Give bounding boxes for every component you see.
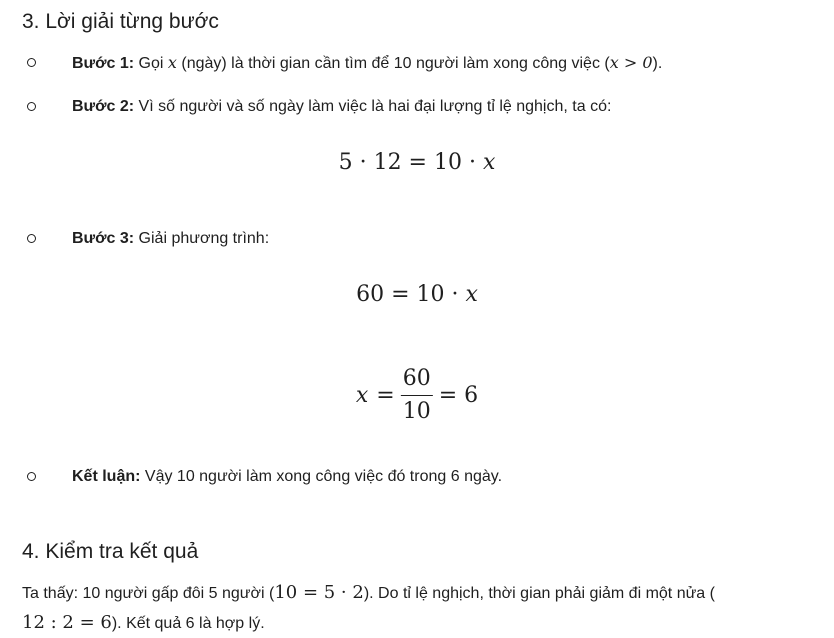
fraction-numerator: 60	[402, 365, 431, 391]
step-2-text: Bước 2: Vì số người và số ngày làm việc là hai đại lượng tỉ lệ nghịch, ta có:	[72, 98, 612, 115]
section-4-heading: 4. Kiểm tra kết quả	[22, 540, 199, 563]
step-3-text: Bước 3: Giải phương trình:	[72, 230, 270, 247]
bullet-icon	[27, 234, 36, 243]
inline-math-2: 12 : 2 = 6	[22, 612, 112, 633]
bullet-icon	[27, 58, 36, 67]
equation-3: x = $\frac{60}{10}$ = 6	[355, 365, 479, 424]
fraction-denominator: 10	[402, 398, 431, 424]
step-1-text: Bước 1: Gọi x (ngày) là thời gian cần tìm để 10 người làm xong công việc (x > 0).	[72, 53, 663, 72]
step-3-label: Bước 3:	[72, 230, 135, 247]
equation-2: 60 = 10 · x	[356, 282, 478, 307]
conclusion-text: Kết luận: Vậy 10 người làm xong công việc đó trong 6 ngày.	[72, 468, 503, 485]
verification-paragraph: Ta thấy: 10 người gấp đôi 5 người (10 = 5 · 2). Do tỉ lệ nghịch, thời gian phải giảm đi một nửa ( 12 : 2 = 6). Kết quả 6 là hợp lý.	[22, 582, 715, 633]
bullet-icon	[27, 472, 36, 481]
condition: x > 0	[609, 53, 653, 72]
equation-1: 5 · 12 = 10 · x	[338, 150, 496, 175]
conclusion-label: Kết luận:	[72, 468, 141, 485]
var-x: x	[167, 53, 177, 72]
fraction	[401, 366, 433, 425]
inline-math-1: 10 = 5 · 2	[274, 582, 364, 603]
step-2-label: Bước 2:	[72, 98, 135, 115]
step-1-label: Bước 1:	[72, 55, 135, 72]
bullet-icon	[27, 102, 36, 111]
section-3-heading: 3. Lời giải từng bước	[22, 10, 219, 33]
